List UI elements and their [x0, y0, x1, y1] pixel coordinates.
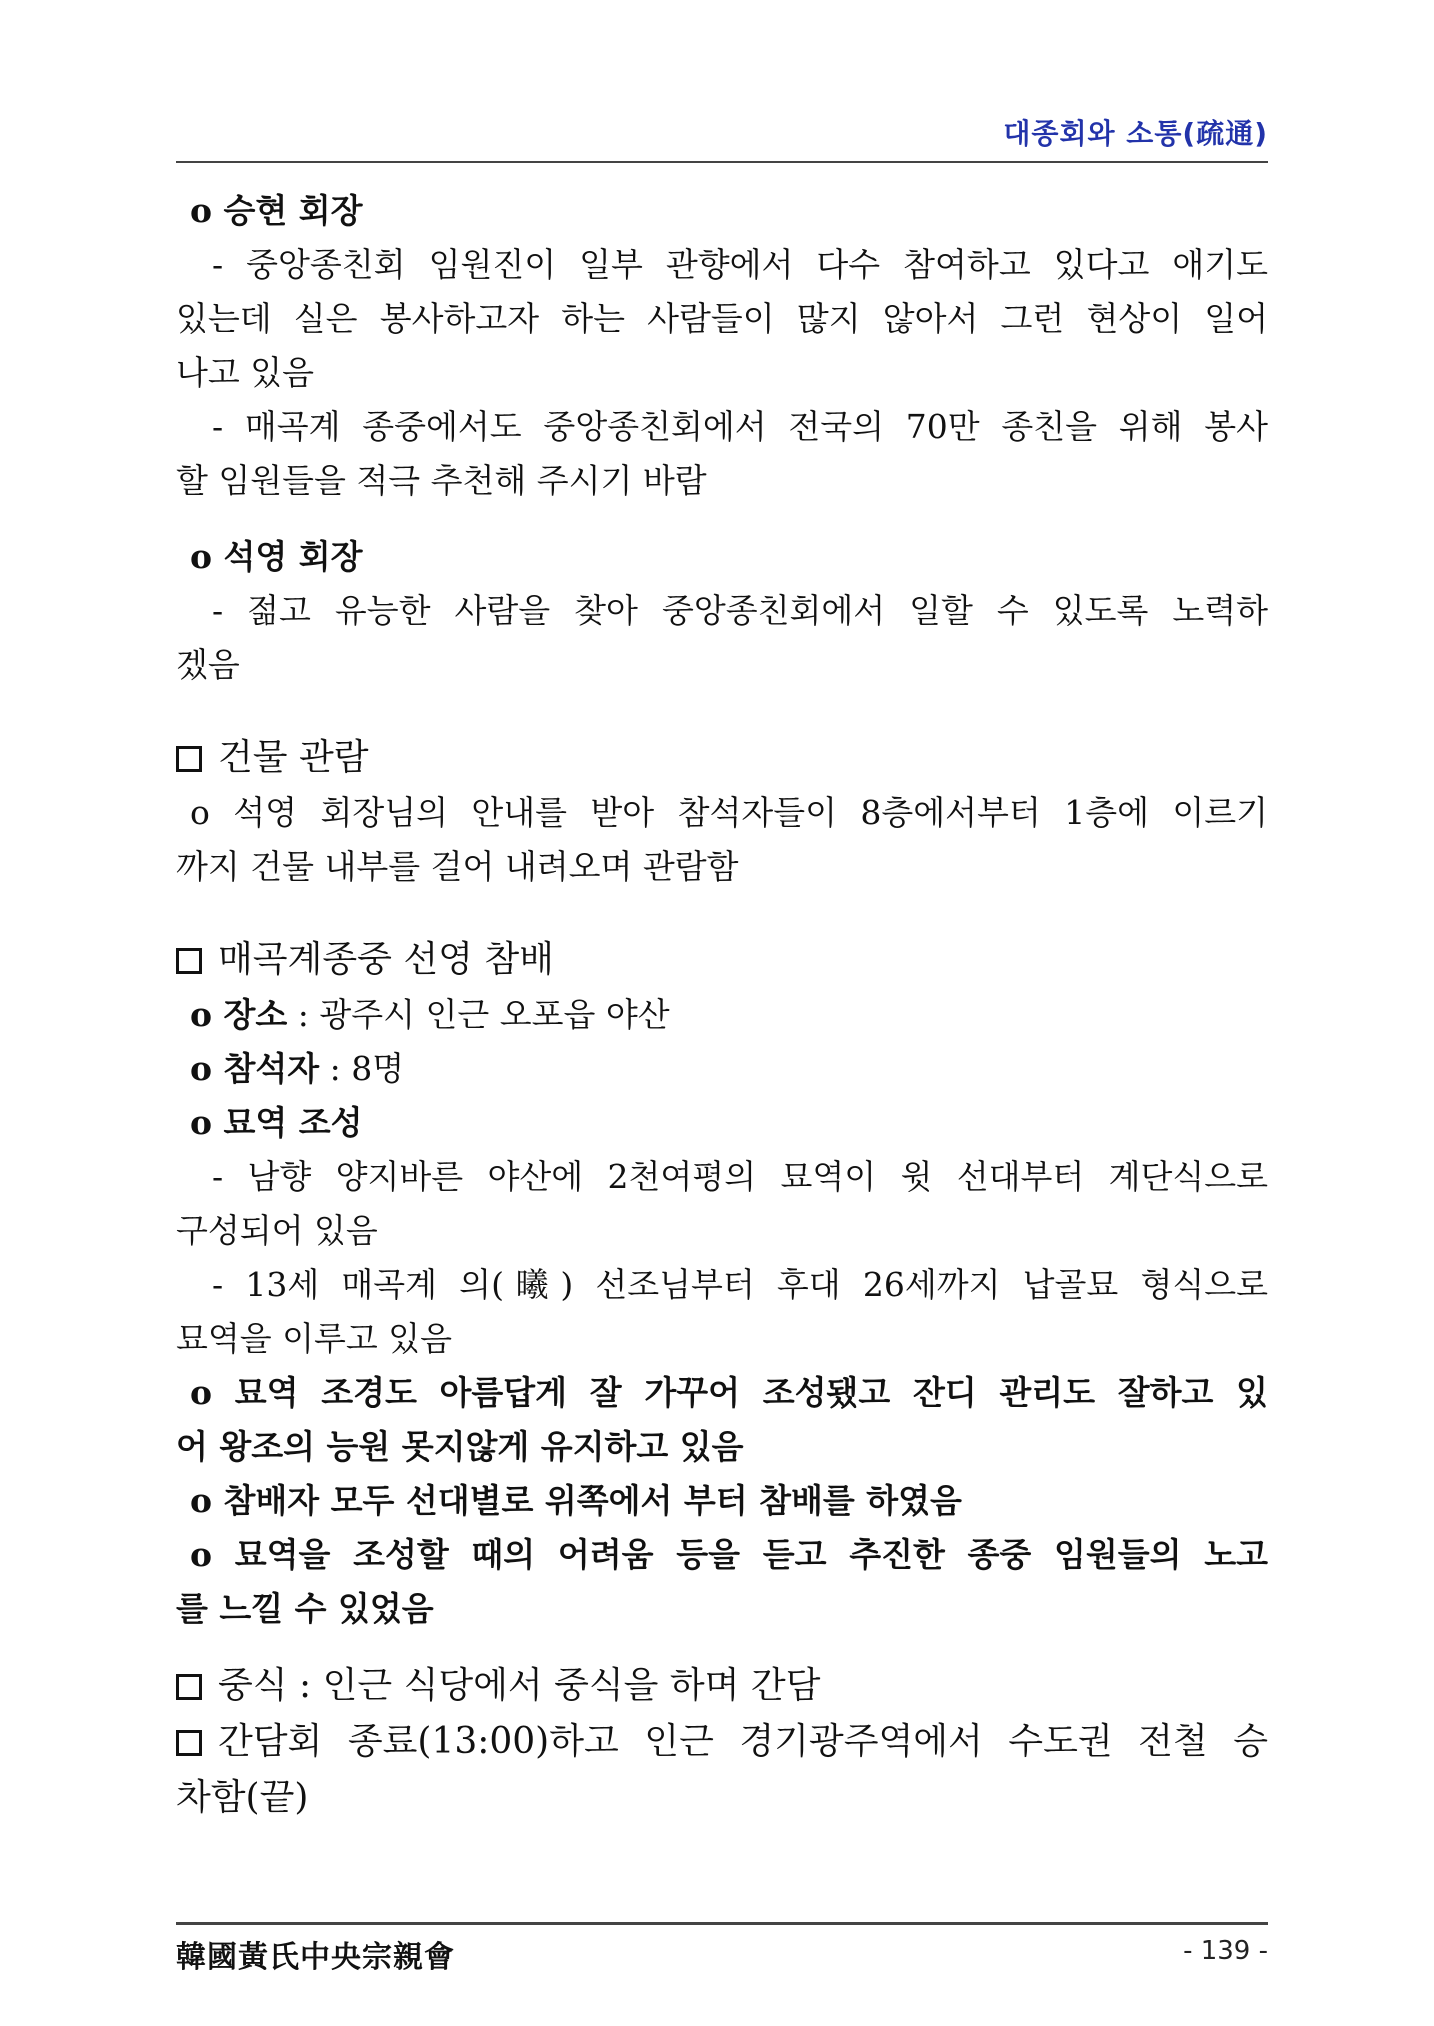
section-heading-continued: 차함(끝) — [176, 1777, 309, 1818]
info-line: o 장소 : 광주시 인근 오포읍 야산 — [190, 995, 670, 1034]
sub-heading: o 묘역 조성 — [190, 1103, 363, 1142]
header-rule — [176, 161, 1268, 163]
bold-body-line: o 묘역 조경도 아름답게 잘 가꾸어 조성됐고 잔디 관리도 잘하고 있 — [190, 1373, 1268, 1412]
speaker-heading: o 승현 회장 — [190, 191, 363, 230]
body-line: 겠음 — [176, 645, 240, 684]
bold-body-line: 어 왕조의 능원 못지않게 유지하고 있음 — [176, 1427, 744, 1466]
body-line: 묘역을 이루고 있음 — [176, 1319, 453, 1358]
running-header-title: 대종회와 소통(疏通) — [1003, 117, 1268, 150]
body-line: 나고 있음 — [176, 353, 315, 392]
body-line: 구성되어 있음 — [176, 1211, 378, 1250]
checkbox-square-icon — [176, 1674, 202, 1700]
body-line: 있는데 실은 봉사하고자 하는 사람들이 많지 않아서 그런 현상이 일어 — [176, 299, 1268, 338]
body-line: - 중앙종친회 임원진이 일부 관향에서 다수 참여하고 있다고 애기도 — [212, 245, 1268, 284]
organization-logo: 韓國黃氏中央宗親會 — [176, 1940, 455, 1975]
bold-body-line: o 묘역을 조성할 때의 어려움 등을 듣고 추진한 종중 임원들의 노고 — [190, 1535, 1268, 1574]
footer-rule — [176, 1922, 1268, 1925]
bold-body-line: o 참배자 모두 선대별로 위쪽에서 부터 참배를 하였음 — [190, 1481, 962, 1520]
bold-body-line: 를 느낄 수 있었음 — [176, 1589, 434, 1628]
body-line: 까지 건물 내부를 걸어 내려오며 관람함 — [176, 847, 739, 886]
section-heading: 간담회 종료(13:00)하고 인근 경기광주역에서 수도권 전철 승 — [176, 1714, 1268, 1770]
body-line: 할 임원들을 적극 추천해 주시기 바람 — [176, 461, 707, 500]
section-heading: 중식 : 인근 식당에서 중식을 하며 간담 — [176, 1658, 1268, 1714]
body-line: - 매곡계 종중에서도 중앙종친회에서 전국의 70만 종친을 위해 봉사 — [212, 407, 1268, 446]
page-number: - 139 - — [1183, 1936, 1268, 1966]
section-heading: 건물 관람 — [176, 730, 1268, 786]
body-line: - 13세 매곡계 의(曦) 선조님부터 후대 26세까지 납골묘 형식으로 — [212, 1265, 1268, 1304]
checkbox-square-icon — [176, 746, 202, 772]
speaker-heading: o 석영 회장 — [190, 537, 363, 576]
checkbox-square-icon — [176, 948, 202, 974]
checkbox-square-icon — [176, 1730, 202, 1756]
body-line: - 젊고 유능한 사람을 찾아 중앙종친회에서 일할 수 있도록 노력하 — [212, 591, 1268, 630]
page-body — [176, 184, 1268, 1826]
body-line: - 남향 양지바른 야산에 2천여평의 묘역이 윗 선대부터 계단식으로 — [212, 1157, 1268, 1196]
body-line: o 석영 회장님의 안내를 받아 참석자들이 8층에서부터 1층에 이르기 — [190, 793, 1268, 832]
info-line: o 참석자 : 8명 — [190, 1049, 405, 1088]
section-heading: 매곡계종중 선영 참배 — [176, 932, 1268, 988]
